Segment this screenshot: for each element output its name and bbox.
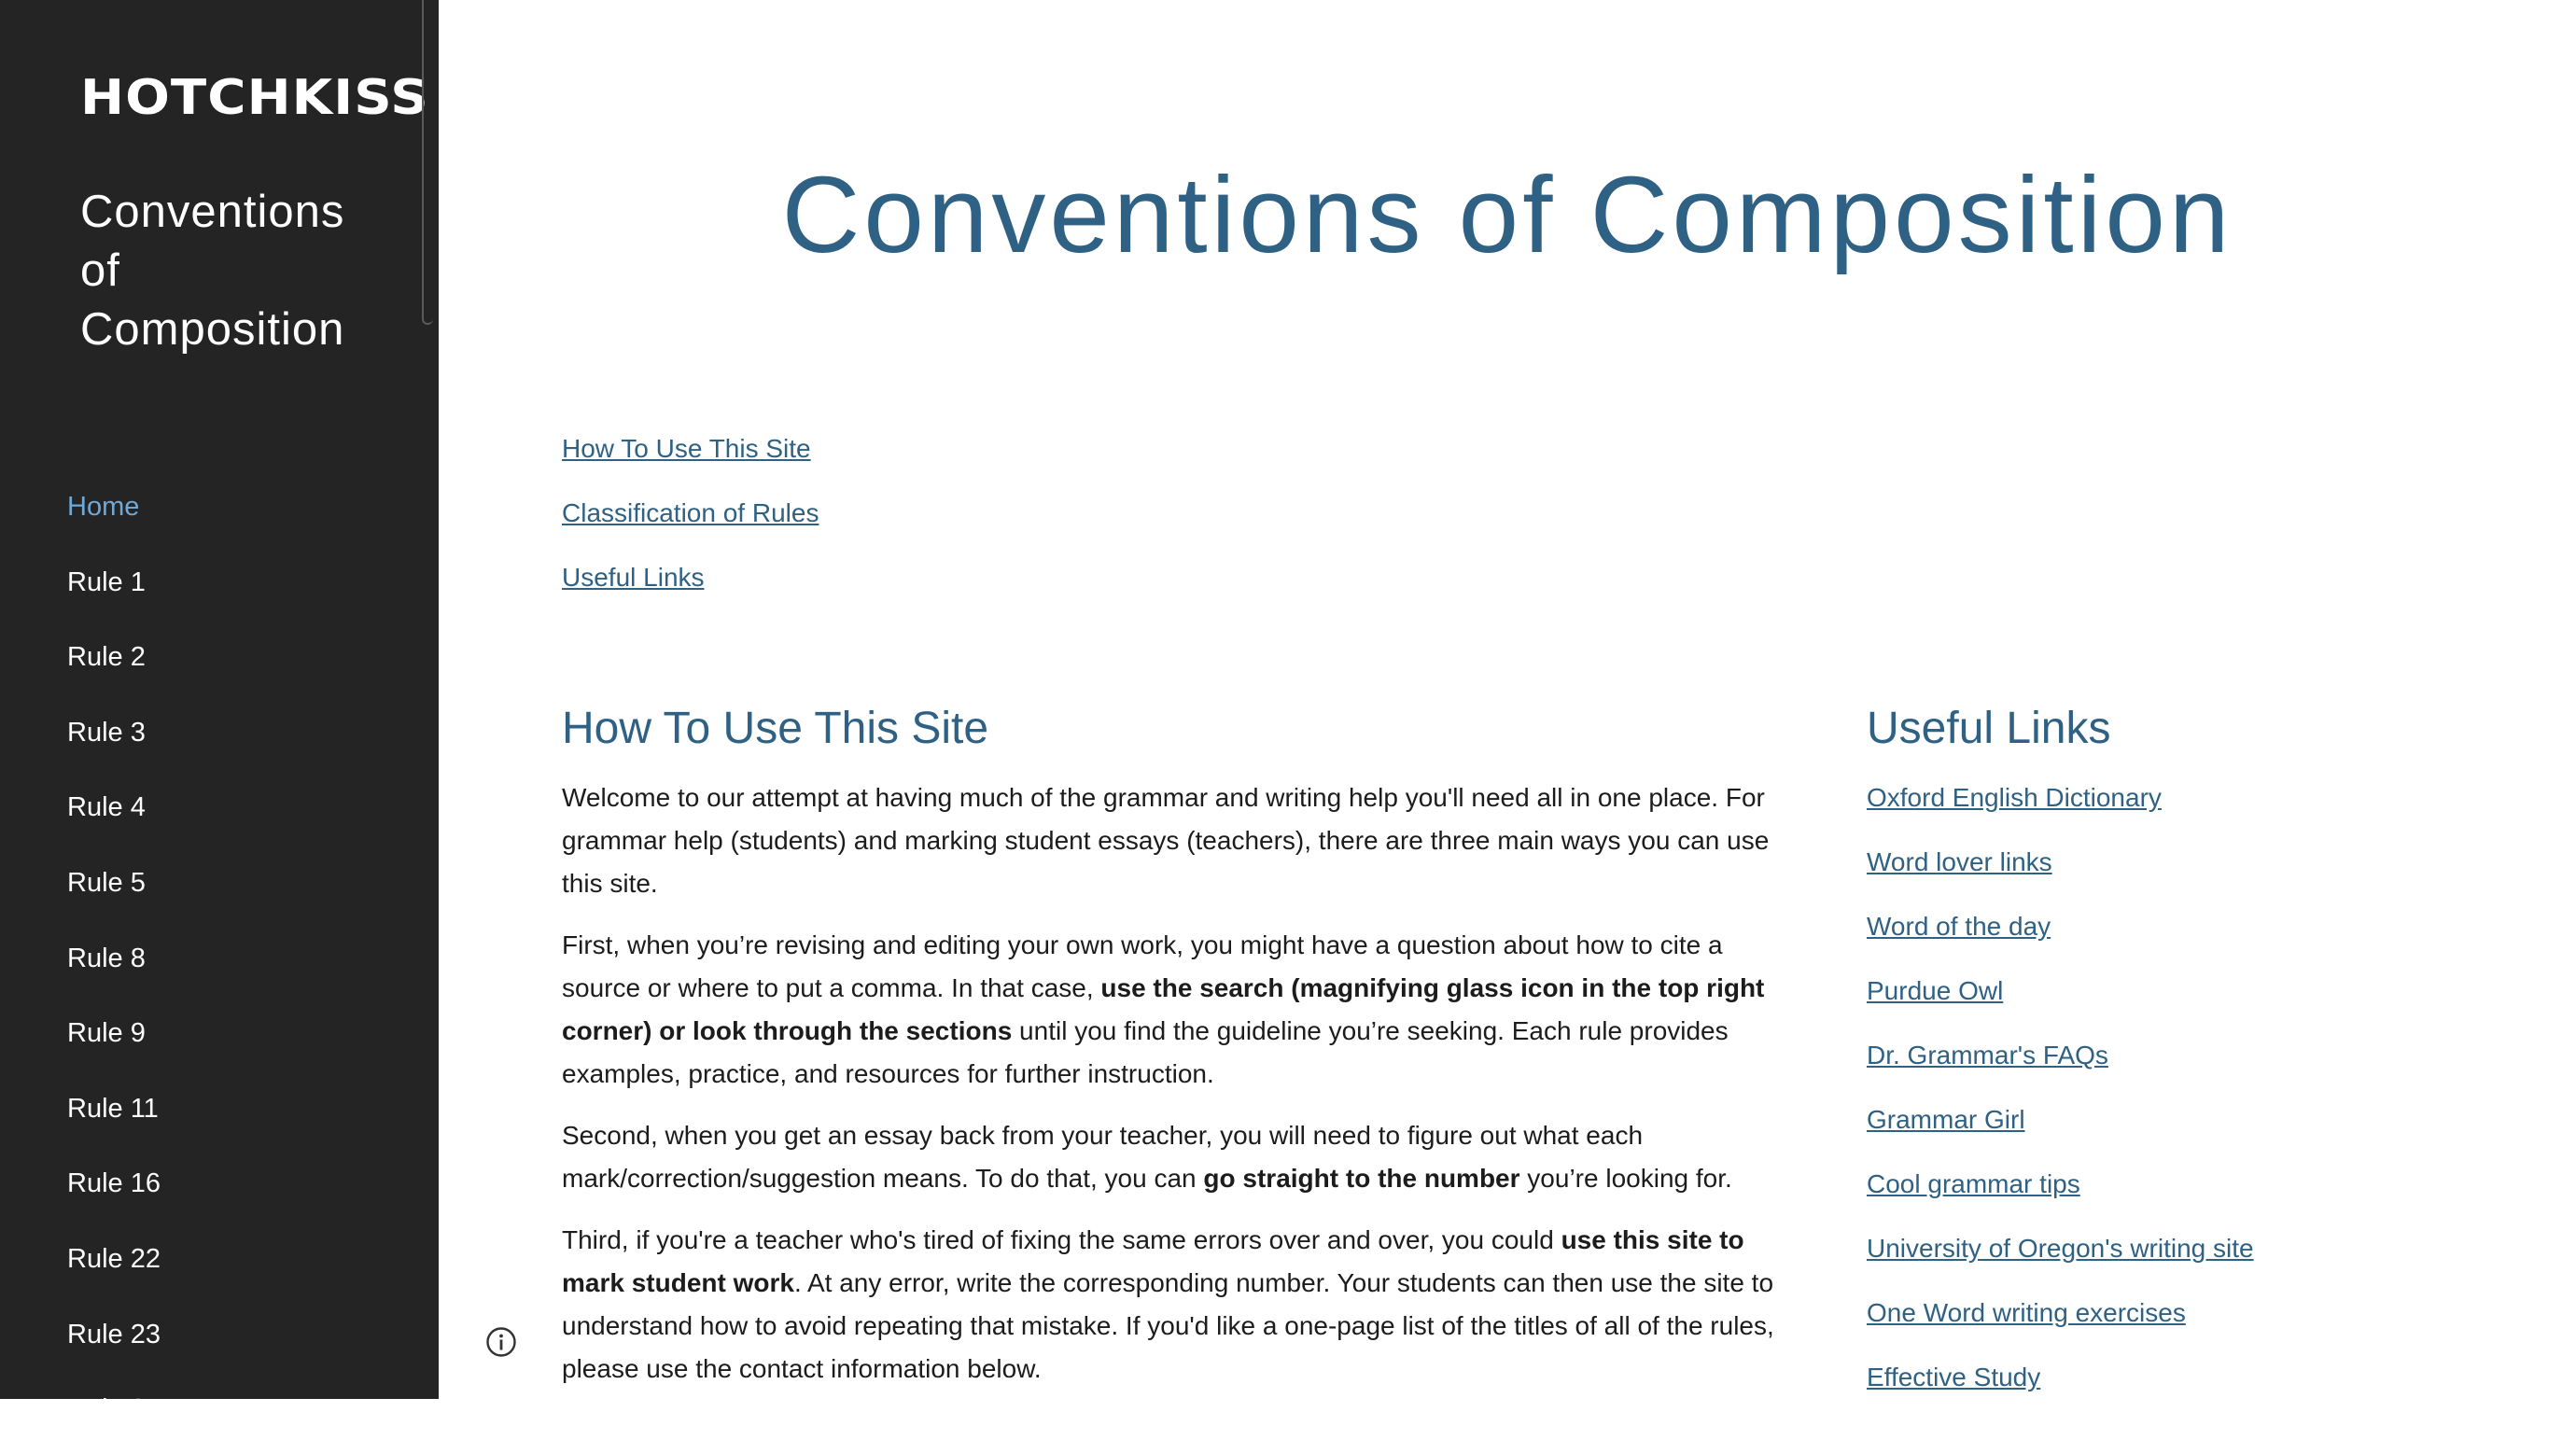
- page-title: Conventions of Composition: [781, 154, 2233, 275]
- nav-item-rule-11[interactable]: Rule 11: [67, 1093, 159, 1124]
- nav-item-rule-4[interactable]: Rule 4: [67, 792, 146, 823]
- toc-link-useful-links[interactable]: Useful Links: [562, 563, 705, 592]
- site-title[interactable]: Conventions of Composition: [80, 187, 345, 355]
- nav-item-rule-1[interactable]: Rule 1: [67, 566, 146, 597]
- link-purdue-owl[interactable]: Purdue Owl: [1867, 976, 2004, 1005]
- link-one-word-exercises[interactable]: One Word writing exercises: [1867, 1298, 2186, 1327]
- link-grammar-girl[interactable]: Grammar Girl: [1867, 1105, 2025, 1134]
- site-logo[interactable]: HOTCHKISS: [80, 70, 429, 126]
- sidebar: [0, 0, 439, 1425]
- nav-item-rule-2[interactable]: Rule 2: [67, 642, 146, 673]
- nav-item-rule-23[interactable]: Rule 23: [67, 1319, 161, 1349]
- nav-item-rule-3[interactable]: Rule 3: [67, 717, 146, 748]
- toc-link-classification[interactable]: Classification of Rules: [562, 498, 819, 527]
- link-dr-grammar-faqs[interactable]: Dr. Grammar's FAQs: [1867, 1041, 2108, 1070]
- nav-item-rule-5[interactable]: Rule 5: [67, 867, 146, 898]
- link-effective-study[interactable]: Effective Study: [1867, 1363, 2041, 1391]
- how-to-section: [562, 698, 1775, 1409]
- nav-item-rule-9[interactable]: Rule 9: [67, 1018, 146, 1049]
- link-university-of-oregon[interactable]: University of Oregon's writing site: [1867, 1234, 2254, 1263]
- link-word-lover-links[interactable]: Word lover links: [1867, 847, 2052, 876]
- info-icon[interactable]: [485, 1326, 517, 1358]
- link-word-of-the-day[interactable]: Word of the day: [1867, 912, 2051, 941]
- table-of-contents: [562, 429, 819, 622]
- second-way-paragraph: Second, when you get an essay back from your teacher, you will need to figure out what each mark/correction/suggestion means. To do that, you can go straight to the number you’re looking for.: [562, 1121, 1732, 1193]
- link-cool-grammar-tips[interactable]: Cool grammar tips: [1867, 1169, 2080, 1198]
- main-content: [439, 0, 2389, 1399]
- nav-item-rule-16[interactable]: Rule 16: [67, 1168, 161, 1199]
- nav-item-rule-24[interactable]: Rule 24: [67, 1394, 161, 1425]
- nav-item-rule-8[interactable]: Rule 8: [67, 943, 146, 973]
- third-way-paragraph: Third, if you're a teacher who's tired of fixing the same errors over and over, you could use this site to mark student work. At any error, write the corresponding number. Your students can then use the site to understand how to avoid repeating that mistake. If you'd like a one-page list of the titles of all of the rules, please use the contact information below.: [562, 1225, 1774, 1383]
- nav-item-rule-22[interactable]: Rule 22: [67, 1243, 161, 1274]
- nav-item-home[interactable]: Home: [67, 492, 140, 522]
- useful-links-heading: Useful Links: [1867, 704, 2111, 753]
- toc-link-how-to-use[interactable]: How To Use This Site: [562, 434, 811, 463]
- link-oxford-english-dictionary[interactable]: Oxford English Dictionary: [1867, 783, 2162, 812]
- first-way-paragraph: First, when you’re revising and editing your own work, you might have a question about how to cite a source or where to put a comma. In that case, use the search (magnifying glass icon in the top right corner) or look through the sections until you find the guideline you’re seeking. Each rule provides examples, practice, and resources for further instruction.: [562, 930, 1765, 1088]
- useful-links-section: [1867, 698, 2315, 1420]
- how-to-heading: How To Use This Site: [562, 704, 989, 753]
- sidebar-nav: [67, 476, 161, 1454]
- intro-paragraph: Welcome to our attempt at having much of the grammar and writing help you'll need all in one place. For grammar help (students) and marking student essays (teachers), there are three main ways you can use this site.: [562, 783, 1770, 898]
- sidebar-scrollbar[interactable]: [422, 0, 433, 325]
